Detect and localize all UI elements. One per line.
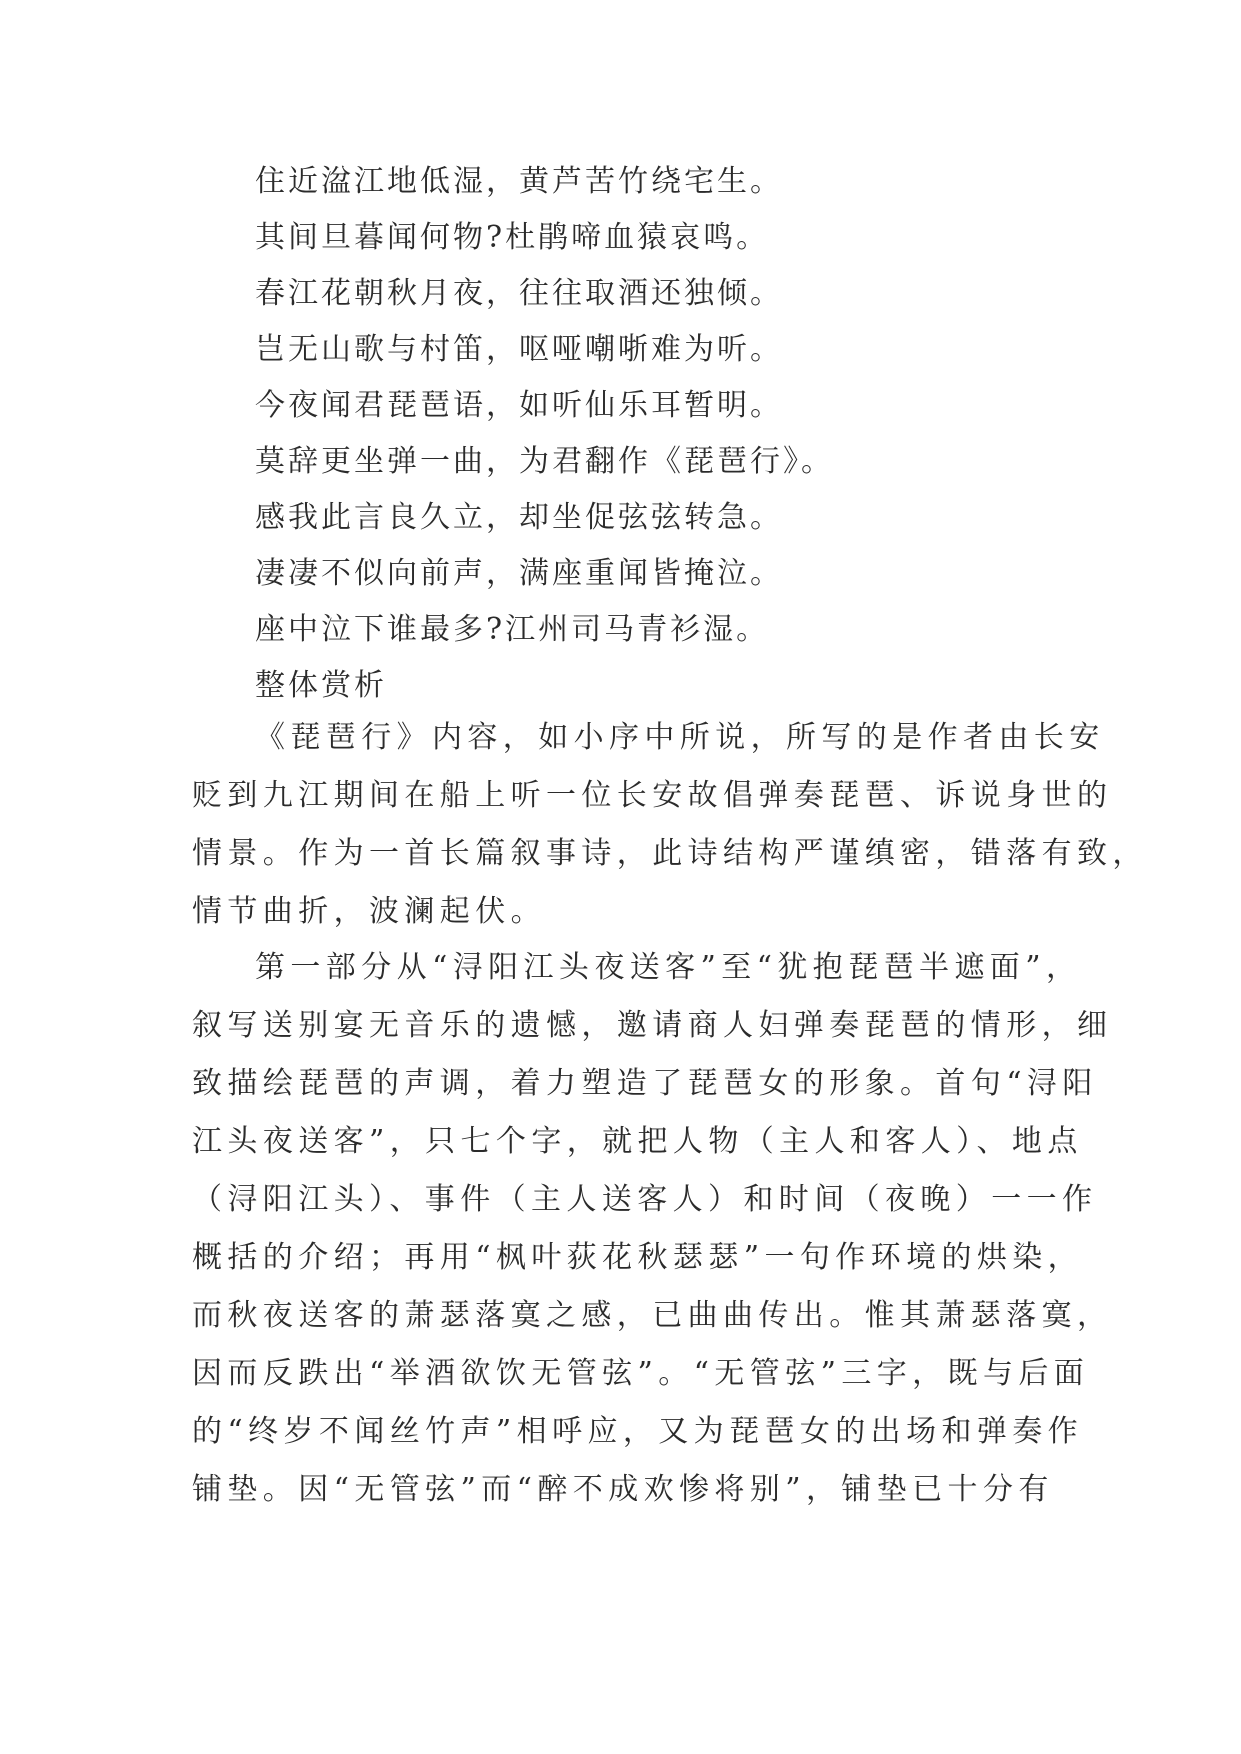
paragraph-line: 情节曲折，波澜起伏。 [192,894,546,929]
poem-line: 莫辞更坐弹一曲，为君翻作《琵琶行》。 [255,444,834,479]
paragraph-line: 的“终岁不闻丝竹声”相呼应，又为琵琶女的出场和弹奏作 [192,1414,1084,1449]
poem-line: 住近湓江地低湿，黄芦苦竹绕宅生。 [255,164,783,199]
paragraph-line: 江头夜送客”，只七个字，就把人物（主人和客人）、地点 [192,1124,1083,1159]
paragraph-line: 因而反跌出“举酒欲饮无管弦”。“无管弦”三字，既与后面 [192,1356,1090,1391]
paragraph-line: 铺垫。因“无管弦”而“醉不成欢惨将别”，铺垫已十分有 [192,1472,1054,1507]
poem-line: 春江花朝秋月夜，往往取酒还独倾。 [255,276,783,311]
poem-line: 岂无山歌与村笛，呕哑嘲哳难为听。 [255,332,783,367]
paragraph-line: 致描绘琵琶的声调，着力塑造了琵琶女的形象。首句“浔阳 [192,1066,1098,1101]
poem-line: 凄凄不似向前声，满座重闻皆掩泣。 [255,556,783,591]
paragraph-line: 第一部分从“浔阳江头夜送客”至“犹抱琵琶半遮面”， [255,950,1082,985]
poem-line: 座中泣下谁最多?江州司马青衫湿。 [255,612,770,647]
poem-line: 感我此言良久立，却坐促弦弦转急。 [255,500,783,535]
section-heading: 整体赏析 [255,668,387,703]
paragraph-line: 情景。作为一首长篇叙事诗，此诗结构严谨缜密，错落有致， [192,836,1148,871]
paragraph-line: 叙写送别宴无音乐的遗憾，邀请商人妇弹奏琵琶的情形，细 [192,1008,1113,1043]
poem-line: 今夜闻君琵琶语，如听仙乐耳暂明。 [255,388,783,423]
paragraph-line: （浔阳江头）、事件（主人送客人）和时间（夜晚）一一作 [192,1182,1098,1217]
paragraph-line: 而秋夜送客的萧瑟落寞之感，已曲曲传出。惟其萧瑟落寞， [192,1298,1113,1333]
poem-line: 其间旦暮闻何物?杜鹃啼血猿哀鸣。 [255,220,770,255]
paragraph-line: 《琵琶行》内容，如小序中所说，所写的是作者由长安 [255,720,1105,755]
paragraph-line: 概括的介绍；再用“枫叶荻花秋瑟瑟”一句作环境的烘染， [192,1240,1084,1275]
paragraph-line: 贬到九江期间在船上听一位长安故倡弹奏琵琶、诉说身世的 [192,778,1113,813]
